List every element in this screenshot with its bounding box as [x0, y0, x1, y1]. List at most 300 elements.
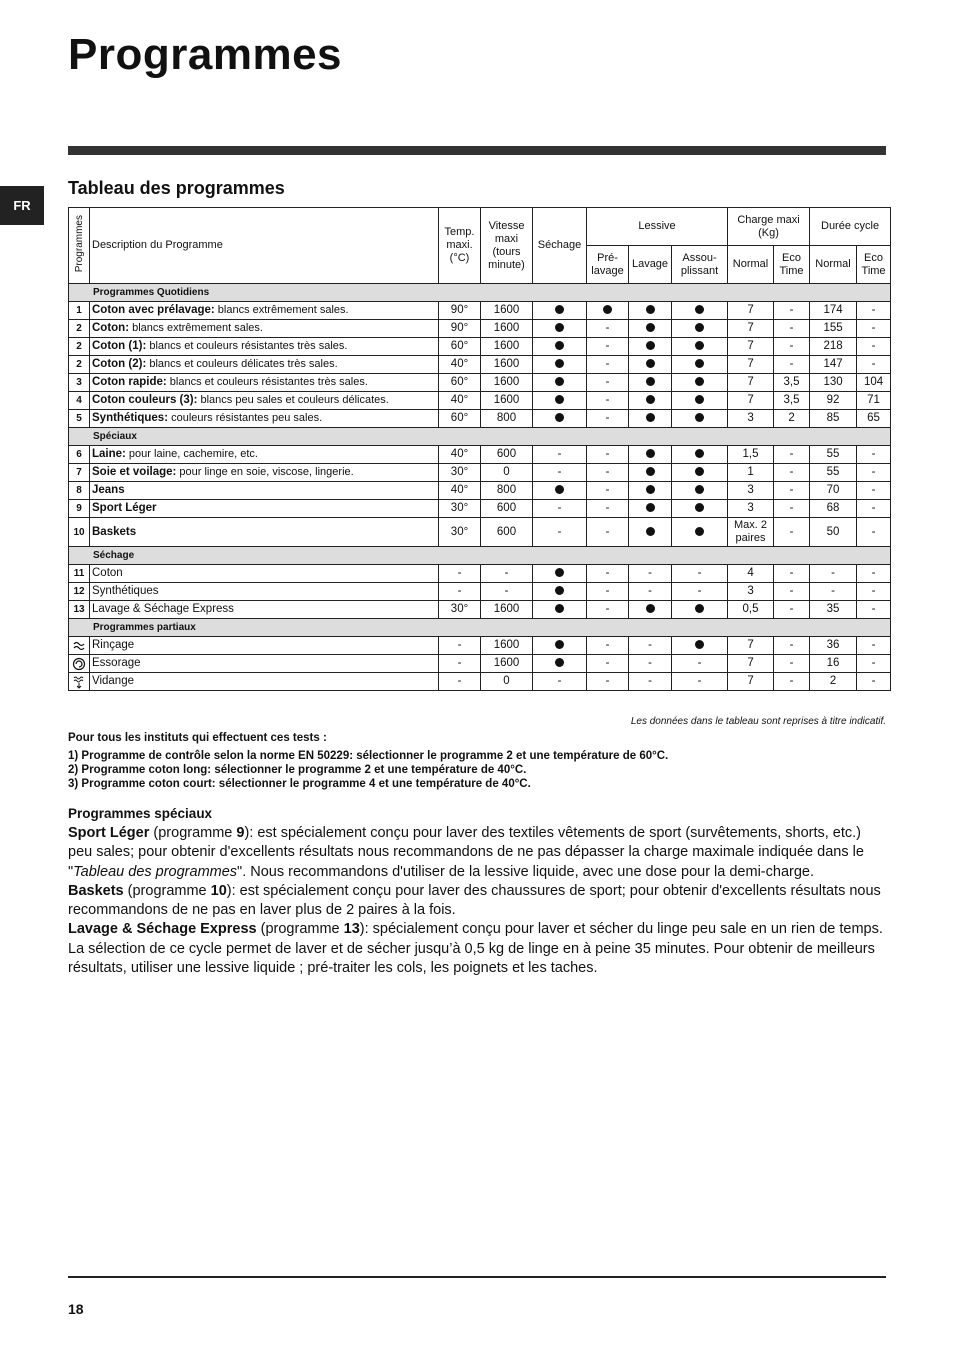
cell-charge-normal: 1,5: [728, 446, 774, 464]
programme-number: 4: [69, 392, 90, 410]
cell-temp: 90°: [439, 320, 481, 338]
cell-charge-eco: 3,5: [774, 392, 810, 410]
cell-speed: 800: [481, 482, 533, 500]
cell-speed: 1600: [481, 320, 533, 338]
cell-duree-normal: 174: [810, 302, 857, 320]
programme-name: Coton:: [92, 322, 130, 334]
cell-lavage: [629, 338, 672, 356]
cell-charge-eco: -: [774, 583, 810, 601]
header-programmes: Programmes: [69, 208, 90, 284]
table-row: [69, 601, 891, 619]
baskets-text: ): est spécialement conçu pour laver des chaussures de sport; pour obtenir d'excellents résultats nous recommandons de ne pas en laver plus de 2 paires à la fois.: [68, 882, 881, 919]
cell-assouplissant: -: [672, 655, 728, 673]
sport-text-2: ". Nous recommandons d'utiliser de la lessive liquide, avec une dose pour la demi-charge.: [237, 863, 814, 880]
programme-description: [90, 637, 439, 655]
cell-duree-eco: 71: [857, 392, 891, 410]
cell-duree-normal: 70: [810, 482, 857, 500]
header-duree-normal: Normal: [810, 246, 857, 284]
cell-duree-eco: -: [857, 637, 891, 655]
cell-assouplissant: [672, 356, 728, 374]
included-dot-icon: [555, 485, 564, 494]
cell-charge-normal: 3: [728, 500, 774, 518]
cell-charge-normal: 4: [728, 565, 774, 583]
programme-detail: blancs et couleurs résistantes très sales.: [166, 376, 368, 388]
cell-assouplissant: [672, 500, 728, 518]
cell-prelavage: -: [587, 518, 629, 547]
cell-sechage: -: [533, 518, 587, 547]
cell-assouplissant: [672, 410, 728, 428]
cell-duree-normal: 55: [810, 464, 857, 482]
section-title: Tableau des programmes: [68, 178, 285, 198]
cell-duree-eco: -: [857, 356, 891, 374]
cell-prelavage: -: [587, 500, 629, 518]
cell-lavage: -: [629, 673, 672, 691]
programme-number: 2: [69, 338, 90, 356]
cell-assouplissant: [672, 338, 728, 356]
programme-name: Coton (1):: [92, 340, 147, 352]
included-dot-icon: [695, 377, 704, 386]
cell-charge-normal: 3: [728, 410, 774, 428]
cell-temp: 30°: [439, 464, 481, 482]
cell-prelavage: -: [587, 356, 629, 374]
cell-charge-normal: 7: [728, 374, 774, 392]
programmes-table: [68, 207, 891, 691]
cell-temp: 40°: [439, 446, 481, 464]
baskets-name: Baskets: [68, 882, 124, 899]
cell-charge-eco: -: [774, 673, 810, 691]
cell-prelavage: -: [587, 482, 629, 500]
cell-speed: -: [481, 565, 533, 583]
included-dot-icon: [646, 323, 655, 332]
cell-duree-eco: -: [857, 320, 891, 338]
cell-charge-normal: 0,5: [728, 601, 774, 619]
cell-duree-eco: -: [857, 338, 891, 356]
programme-detail: Coton: [92, 567, 123, 579]
table-row: [69, 518, 891, 547]
header-lessive: Lessive: [587, 208, 728, 246]
programme-number: 2: [69, 320, 90, 338]
cell-charge-eco: -: [774, 500, 810, 518]
cell-duree-eco: 65: [857, 410, 891, 428]
cell-charge-normal: 3: [728, 583, 774, 601]
rinse-icon: [69, 637, 90, 655]
cell-sechage: [533, 410, 587, 428]
programme-name: Coton avec prélavage:: [92, 304, 215, 316]
programme-detail: blancs extrêmement sales.: [129, 322, 263, 334]
table-row: [69, 583, 891, 601]
cell-duree-eco: -: [857, 500, 891, 518]
cell-prelavage: -: [587, 392, 629, 410]
cell-sechage: [533, 637, 587, 655]
programme-detail: Essorage: [92, 657, 141, 669]
section-title: Spéciaux: [69, 428, 891, 446]
cell-duree-eco: -: [857, 655, 891, 673]
cell-sechage: -: [533, 500, 587, 518]
section-title: Séchage: [69, 547, 891, 565]
cell-duree-eco: -: [857, 302, 891, 320]
cell-duree-normal: 16: [810, 655, 857, 673]
cell-duree-normal: 2: [810, 673, 857, 691]
included-dot-icon: [695, 395, 704, 404]
cell-assouplissant: -: [672, 583, 728, 601]
baskets-paragraph: [68, 882, 888, 921]
cell-duree-normal: 36: [810, 637, 857, 655]
table-row: [69, 500, 891, 518]
cell-temp: 60°: [439, 410, 481, 428]
cell-prelavage: [587, 302, 629, 320]
cell-prelavage: -: [587, 583, 629, 601]
cell-charge-normal: 7: [728, 356, 774, 374]
cell-lavage: -: [629, 583, 672, 601]
table-row: [69, 446, 891, 464]
cell-lavage: [629, 518, 672, 547]
cell-lavage: [629, 392, 672, 410]
programme-detail: Lavage & Séchage Express: [92, 603, 234, 615]
cell-lavage: -: [629, 565, 672, 583]
cell-assouplissant: [672, 446, 728, 464]
header-sechage: Séchage: [533, 208, 587, 284]
test-note-1: 1) Programme de contrôle selon la norme EN 50229: sélectionner le programme 2 et une température de 60°C.: [68, 750, 669, 762]
included-dot-icon: [555, 323, 564, 332]
section-header-row: [69, 547, 891, 565]
cell-duree-eco: -: [857, 446, 891, 464]
section-header-row: [69, 284, 891, 302]
cell-duree-normal: 68: [810, 500, 857, 518]
cell-lavage: [629, 500, 672, 518]
cell-lavage: [629, 601, 672, 619]
sport-prog-pre: (programme: [149, 825, 237, 841]
cell-prelavage: -: [587, 338, 629, 356]
cell-sechage: -: [533, 446, 587, 464]
cell-charge-eco: -: [774, 637, 810, 655]
programme-detail: blancs et couleurs délicates très sales.: [146, 358, 338, 370]
cell-lavage: -: [629, 655, 672, 673]
cell-charge-eco: -: [774, 320, 810, 338]
programme-detail: blancs extrêmement sales.: [214, 304, 349, 316]
included-dot-icon: [695, 341, 704, 350]
cell-speed: 1600: [481, 356, 533, 374]
table-row: [69, 320, 891, 338]
cell-assouplissant: -: [672, 565, 728, 583]
cell-duree-normal: 130: [810, 374, 857, 392]
header-charge-eco: Eco Time: [774, 246, 810, 284]
sport-italic: Tableau des programmes: [73, 863, 238, 880]
table-row: [69, 655, 891, 673]
programme-description: [90, 565, 439, 583]
cell-duree-normal: 92: [810, 392, 857, 410]
programme-description: [90, 673, 439, 691]
included-dot-icon: [695, 305, 704, 314]
cell-prelavage: -: [587, 655, 629, 673]
cell-duree-normal: 218: [810, 338, 857, 356]
programme-number: 13: [69, 601, 90, 619]
cell-charge-normal: 3: [728, 482, 774, 500]
cell-charge-normal: Max. 2 paires: [728, 518, 774, 547]
sport-prog-num: 9: [236, 825, 245, 841]
cell-assouplissant: [672, 374, 728, 392]
cell-sechage: [533, 320, 587, 338]
drain-icon: [69, 673, 90, 691]
cell-assouplissant: [672, 464, 728, 482]
sport-text: ): est spécialement conçu pour laver des textiles vêtements de sport (survêtements, shorts, etc.) peu sales; pour obtenir d'excellents résultats nous recommandons de ne pas dépasser la charge maximale indiquée dans le ": [68, 825, 864, 880]
cell-speed: 600: [481, 500, 533, 518]
programme-name: Coton (2):: [92, 358, 147, 370]
cell-duree-normal: 85: [810, 410, 857, 428]
cell-prelavage: -: [587, 374, 629, 392]
page-title: Programmes: [68, 30, 343, 79]
header-charge: Charge maxi (Kg): [728, 208, 810, 246]
cell-assouplissant: [672, 320, 728, 338]
cell-temp: -: [439, 565, 481, 583]
cell-lavage: [629, 482, 672, 500]
programme-description: [90, 356, 439, 374]
cell-speed: 1600: [481, 338, 533, 356]
header-divider: [68, 146, 886, 155]
cell-duree-eco: -: [857, 601, 891, 619]
language-tab: FR: [0, 186, 44, 225]
cell-charge-eco: -: [774, 518, 810, 547]
cell-speed: 1600: [481, 655, 533, 673]
programme-description: [90, 410, 439, 428]
table-row: [69, 565, 891, 583]
included-dot-icon: [646, 604, 655, 613]
express-text: ): spécialement conçu pour laver et sécher du linge peu sale en un rien de temps. La sélection de ce cycle permet de laver et de sécher jusqu’à 0,5 kg de linge en à peine 35 minutes. Pour obtenir de meilleurs résultats, utiliser une lessive liquide ; pré-traiter les cols, les poignets et les taches.: [68, 921, 883, 977]
cell-lavage: [629, 410, 672, 428]
cell-duree-normal: 35: [810, 601, 857, 619]
cell-charge-eco: 2: [774, 410, 810, 428]
cell-sechage: [533, 374, 587, 392]
cell-speed: -: [481, 583, 533, 601]
table-row: [69, 356, 891, 374]
cell-charge-normal: 7: [728, 338, 774, 356]
cell-assouplissant: [672, 518, 728, 547]
programme-detail: Synthétiques: [92, 585, 159, 597]
cell-temp: 30°: [439, 601, 481, 619]
cell-temp: 40°: [439, 356, 481, 374]
cell-sechage: -: [533, 464, 587, 482]
programme-description: [90, 500, 439, 518]
cell-lavage: [629, 302, 672, 320]
cell-temp: 90°: [439, 302, 481, 320]
table-row: [69, 302, 891, 320]
test-note-2: 2) Programme coton long: sélectionner le programme 2 et une température de 40°C.: [68, 764, 527, 776]
cell-speed: 1600: [481, 392, 533, 410]
cell-assouplissant: [672, 302, 728, 320]
programme-description: [90, 446, 439, 464]
programme-detail: pour laine, cachemire, etc.: [125, 448, 258, 460]
programme-description: [90, 655, 439, 673]
header-assouplissant: Assou- plissant: [672, 246, 728, 284]
cell-prelavage: -: [587, 410, 629, 428]
sport-paragraph: [68, 824, 888, 882]
programme-number: 2: [69, 356, 90, 374]
cell-speed: 0: [481, 464, 533, 482]
cell-charge-eco: -: [774, 464, 810, 482]
programme-number: 7: [69, 464, 90, 482]
cell-prelavage: -: [587, 565, 629, 583]
table-row: [69, 338, 891, 356]
cell-lavage: [629, 356, 672, 374]
included-dot-icon: [555, 305, 564, 314]
cell-charge-normal: 7: [728, 320, 774, 338]
cell-sechage: [533, 565, 587, 583]
cell-temp: 60°: [439, 374, 481, 392]
cell-charge-normal: 7: [728, 673, 774, 691]
cell-charge-eco: 3,5: [774, 374, 810, 392]
programme-description: [90, 392, 439, 410]
tests-intro: Pour tous les instituts qui effectuent ces tests :: [68, 732, 327, 744]
cell-temp: -: [439, 673, 481, 691]
cell-charge-eco: -: [774, 302, 810, 320]
cell-charge-normal: 1: [728, 464, 774, 482]
programme-detail: blancs et couleurs résistantes très sales.: [146, 340, 348, 352]
included-dot-icon: [695, 467, 704, 476]
cell-assouplissant: [672, 392, 728, 410]
table-row: [69, 410, 891, 428]
header-duree-eco: Eco Time: [857, 246, 891, 284]
cell-prelavage: -: [587, 601, 629, 619]
header-duree: Durée cycle: [810, 208, 891, 246]
programme-detail: pour linge en soie, viscose, lingerie.: [176, 466, 354, 478]
included-dot-icon: [646, 467, 655, 476]
table-row: [69, 392, 891, 410]
cell-duree-normal: -: [810, 565, 857, 583]
express-paragraph: [68, 920, 888, 978]
special-programmes-title: Programmes spéciaux: [68, 806, 213, 821]
programme-name: Jeans: [92, 484, 125, 496]
page-number: 18: [68, 1301, 84, 1317]
cell-prelavage: -: [587, 637, 629, 655]
cell-charge-eco: -: [774, 446, 810, 464]
included-dot-icon: [646, 503, 655, 512]
cell-charge-eco: -: [774, 356, 810, 374]
sport-name: Sport Léger: [68, 825, 150, 841]
cell-sechage: [533, 356, 587, 374]
cell-duree-eco: -: [857, 583, 891, 601]
cell-prelavage: -: [587, 464, 629, 482]
express-prog-pre: (programme: [256, 921, 344, 938]
cell-duree-eco: -: [857, 673, 891, 691]
cell-charge-normal: 7: [728, 637, 774, 655]
cell-charge-eco: -: [774, 482, 810, 500]
spin-icon: [69, 655, 90, 673]
cell-duree-normal: 155: [810, 320, 857, 338]
included-dot-icon: [695, 323, 704, 332]
section-title: Programmes partiaux: [69, 619, 891, 637]
cell-temp: 40°: [439, 482, 481, 500]
express-prog-num: 13: [343, 921, 360, 938]
cell-assouplissant: [672, 601, 728, 619]
express-name: Lavage & Séchage Express: [68, 921, 257, 938]
cell-charge-eco: -: [774, 601, 810, 619]
baskets-prog-pre: (programme: [123, 882, 211, 899]
cell-assouplissant: -: [672, 673, 728, 691]
cell-lavage: [629, 446, 672, 464]
included-dot-icon: [646, 305, 655, 314]
programme-detail: Vidange: [92, 675, 134, 687]
included-dot-icon: [646, 485, 655, 494]
included-dot-icon: [555, 359, 564, 368]
section-title: Programmes Quotidiens: [69, 284, 891, 302]
table-row: [69, 637, 891, 655]
cell-charge-eco: -: [774, 655, 810, 673]
included-dot-icon: [695, 485, 704, 494]
cell-lavage: -: [629, 637, 672, 655]
programme-number: 12: [69, 583, 90, 601]
cell-charge-eco: -: [774, 565, 810, 583]
included-dot-icon: [555, 586, 564, 595]
included-dot-icon: [695, 640, 704, 649]
included-dot-icon: [646, 377, 655, 386]
programme-name: Laine:: [92, 448, 126, 460]
cell-temp: -: [439, 583, 481, 601]
programme-description: [90, 482, 439, 500]
header-lavage: Lavage: [629, 246, 672, 284]
programme-detail: couleurs résistantes peu sales.: [168, 412, 323, 424]
included-dot-icon: [555, 413, 564, 422]
programme-description: [90, 464, 439, 482]
cell-speed: 600: [481, 446, 533, 464]
cell-prelavage: -: [587, 446, 629, 464]
included-dot-icon: [695, 527, 704, 536]
cell-duree-eco: 104: [857, 374, 891, 392]
cell-temp: -: [439, 637, 481, 655]
programme-number: 11: [69, 565, 90, 583]
cell-speed: 600: [481, 518, 533, 547]
cell-duree-normal: 55: [810, 446, 857, 464]
programme-name: Coton rapide:: [92, 376, 167, 388]
special-programmes-body: [68, 824, 888, 978]
section-header-row: [69, 619, 891, 637]
cell-sechage: [533, 655, 587, 673]
programme-name: Baskets: [92, 525, 137, 538]
cell-speed: 0: [481, 673, 533, 691]
included-dot-icon: [555, 640, 564, 649]
included-dot-icon: [555, 568, 564, 577]
cell-lavage: [629, 320, 672, 338]
programme-description: [90, 583, 439, 601]
cell-speed: 1600: [481, 601, 533, 619]
cell-prelavage: -: [587, 673, 629, 691]
programme-detail: blancs peu sales et couleurs délicates.: [197, 394, 389, 406]
table-row: [69, 673, 891, 691]
header-temp: Temp. maxi. (°C): [439, 208, 481, 284]
programme-description: [90, 320, 439, 338]
cell-assouplissant: [672, 637, 728, 655]
included-dot-icon: [555, 604, 564, 613]
cell-speed: 1600: [481, 374, 533, 392]
cell-lavage: [629, 374, 672, 392]
header-charge-normal: Normal: [728, 246, 774, 284]
cell-charge-normal: 7: [728, 302, 774, 320]
cell-duree-normal: 50: [810, 518, 857, 547]
cell-speed: 1600: [481, 637, 533, 655]
table-row: [69, 464, 891, 482]
cell-sechage: [533, 583, 587, 601]
programme-description: [90, 302, 439, 320]
cell-sechage: [533, 392, 587, 410]
included-dot-icon: [695, 359, 704, 368]
section-header-row: [69, 428, 891, 446]
cell-speed: 800: [481, 410, 533, 428]
cell-assouplissant: [672, 482, 728, 500]
cell-temp: 30°: [439, 518, 481, 547]
cell-duree-normal: -: [810, 583, 857, 601]
programme-number: 1: [69, 302, 90, 320]
cell-duree-normal: 147: [810, 356, 857, 374]
cell-temp: 30°: [439, 500, 481, 518]
cell-sechage: [533, 338, 587, 356]
